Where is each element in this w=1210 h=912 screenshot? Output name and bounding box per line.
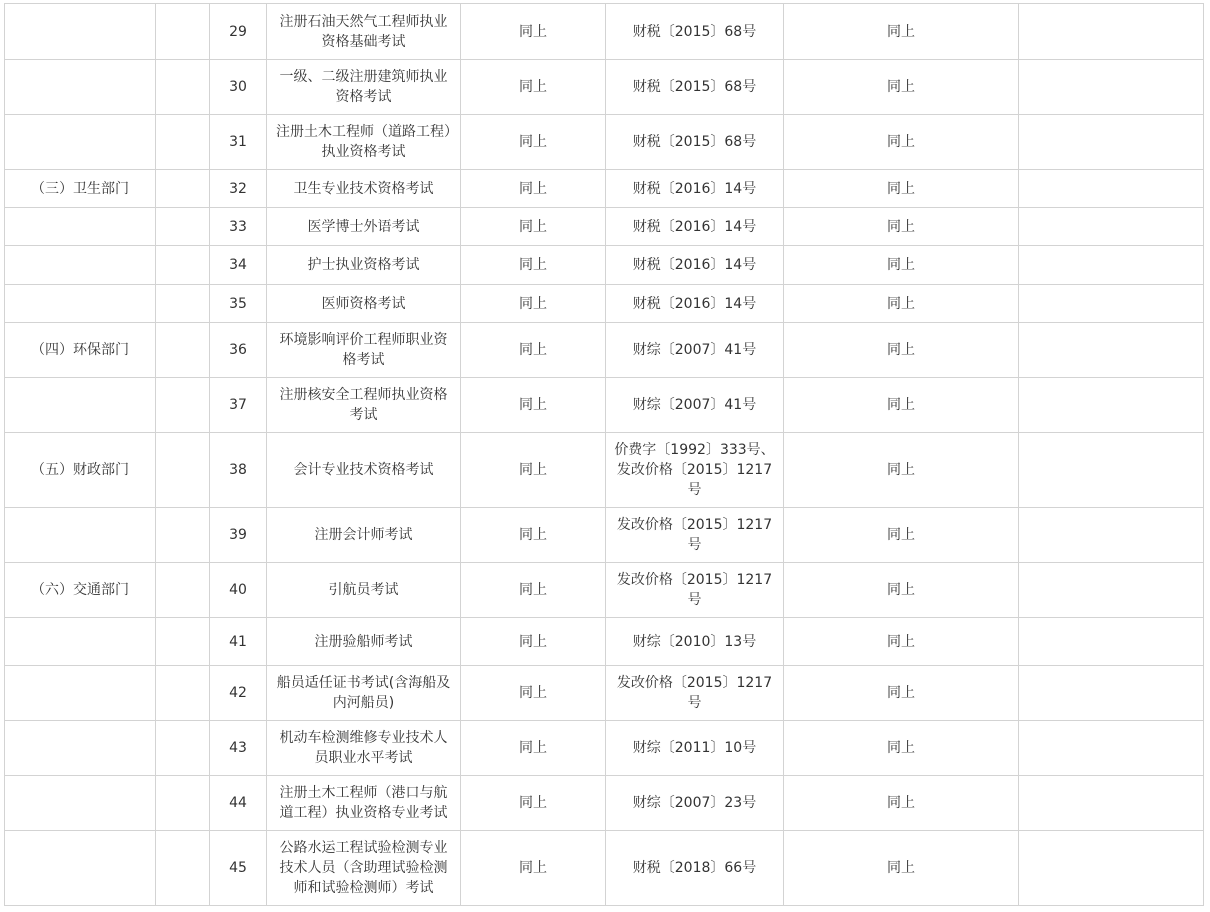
item-number-cell: 34 xyxy=(210,246,267,285)
department-cell xyxy=(5,831,156,906)
policy-document-cell: 财综〔2011〕10号 xyxy=(606,721,784,776)
exam-name-cell: 注册核安全工程师执业资格考试 xyxy=(267,378,461,433)
blank-cell xyxy=(156,170,210,208)
policy-document-cell: 财综〔2007〕41号 xyxy=(606,378,784,433)
validity-cell: 同上 xyxy=(784,831,1019,906)
fee-standard-cell: 同上 xyxy=(461,60,606,115)
blank-cell xyxy=(156,666,210,721)
table-row xyxy=(5,60,1204,115)
remark-cell xyxy=(1019,433,1204,508)
fee-standard-cell: 同上 xyxy=(461,618,606,666)
remark-cell xyxy=(1019,563,1204,618)
blank-cell xyxy=(156,246,210,285)
table-row xyxy=(5,323,1204,378)
department-cell: （四）环保部门 xyxy=(5,323,156,378)
remark-cell xyxy=(1019,721,1204,776)
fee-standard-cell: 同上 xyxy=(461,666,606,721)
exam-name-cell: 注册验船师考试 xyxy=(267,618,461,666)
department-cell: （三）卫生部门 xyxy=(5,170,156,208)
department-cell xyxy=(5,208,156,246)
fee-standard-cell: 同上 xyxy=(461,246,606,285)
remark-cell xyxy=(1019,776,1204,831)
validity-cell: 同上 xyxy=(784,208,1019,246)
fee-standard-cell: 同上 xyxy=(461,208,606,246)
department-cell xyxy=(5,721,156,776)
remark-cell xyxy=(1019,831,1204,906)
fee-standard-cell: 同上 xyxy=(461,4,606,60)
validity-cell: 同上 xyxy=(784,4,1019,60)
department-cell xyxy=(5,618,156,666)
blank-cell xyxy=(156,618,210,666)
item-number-cell: 38 xyxy=(210,433,267,508)
table-row xyxy=(5,666,1204,721)
table-row xyxy=(5,831,1204,906)
policy-document-cell: 财税〔2016〕14号 xyxy=(606,170,784,208)
table-row xyxy=(5,4,1204,60)
remark-cell xyxy=(1019,115,1204,170)
blank-cell xyxy=(156,115,210,170)
validity-cell: 同上 xyxy=(784,60,1019,115)
policy-document-cell: 财综〔2007〕23号 xyxy=(606,776,784,831)
validity-cell: 同上 xyxy=(784,721,1019,776)
exam-name-cell: 环境影响评价工程师职业资格考试 xyxy=(267,323,461,378)
fee-standard-cell: 同上 xyxy=(461,508,606,563)
validity-cell: 同上 xyxy=(784,115,1019,170)
policy-document-cell: 财税〔2015〕68号 xyxy=(606,60,784,115)
table-row xyxy=(5,285,1204,323)
table-row xyxy=(5,378,1204,433)
table-row xyxy=(5,208,1204,246)
blank-cell xyxy=(156,831,210,906)
fee-table xyxy=(4,3,1204,906)
exam-name-cell: 引航员考试 xyxy=(267,563,461,618)
exam-name-cell: 注册土木工程师（道路工程）执业资格考试 xyxy=(267,115,461,170)
table-row xyxy=(5,115,1204,170)
remark-cell xyxy=(1019,246,1204,285)
item-number-cell: 40 xyxy=(210,563,267,618)
validity-cell: 同上 xyxy=(784,776,1019,831)
exam-name-cell: 医学博士外语考试 xyxy=(267,208,461,246)
validity-cell: 同上 xyxy=(784,246,1019,285)
fee-standard-cell: 同上 xyxy=(461,115,606,170)
blank-cell xyxy=(156,60,210,115)
blank-cell xyxy=(156,323,210,378)
exam-name-cell: 注册土木工程师（港口与航道工程）执业资格专业考试 xyxy=(267,776,461,831)
blank-cell xyxy=(156,433,210,508)
remark-cell xyxy=(1019,323,1204,378)
department-cell xyxy=(5,776,156,831)
exam-name-cell: 卫生专业技术资格考试 xyxy=(267,170,461,208)
validity-cell: 同上 xyxy=(784,508,1019,563)
exam-name-cell: 机动车检测维修专业技术人员职业水平考试 xyxy=(267,721,461,776)
table-row xyxy=(5,508,1204,563)
remark-cell xyxy=(1019,208,1204,246)
policy-document-cell: 财综〔2010〕13号 xyxy=(606,618,784,666)
blank-cell xyxy=(156,4,210,60)
item-number-cell: 44 xyxy=(210,776,267,831)
policy-document-cell: 发改价格〔2015〕1217号 xyxy=(606,666,784,721)
policy-document-cell: 财税〔2016〕14号 xyxy=(606,208,784,246)
fee-standard-cell: 同上 xyxy=(461,378,606,433)
blank-cell xyxy=(156,563,210,618)
exam-name-cell: 船员适任证书考试(含海船及内河船员) xyxy=(267,666,461,721)
fee-standard-cell: 同上 xyxy=(461,433,606,508)
policy-document-cell: 财税〔2015〕68号 xyxy=(606,115,784,170)
blank-cell xyxy=(156,208,210,246)
department-cell xyxy=(5,285,156,323)
item-number-cell: 35 xyxy=(210,285,267,323)
item-number-cell: 45 xyxy=(210,831,267,906)
remark-cell xyxy=(1019,508,1204,563)
exam-name-cell: 公路水运工程试验检测专业技术人员（含助理试验检测师和试验检测师）考试 xyxy=(267,831,461,906)
item-number-cell: 41 xyxy=(210,618,267,666)
table-row xyxy=(5,776,1204,831)
item-number-cell: 33 xyxy=(210,208,267,246)
table-body xyxy=(5,4,1204,906)
blank-cell xyxy=(156,378,210,433)
policy-document-cell: 价费字〔1992〕333号、发改价格〔2015〕1217号 xyxy=(606,433,784,508)
department-cell xyxy=(5,246,156,285)
table-row xyxy=(5,433,1204,508)
validity-cell: 同上 xyxy=(784,378,1019,433)
blank-cell xyxy=(156,508,210,563)
policy-document-cell: 发改价格〔2015〕1217号 xyxy=(606,563,784,618)
validity-cell: 同上 xyxy=(784,285,1019,323)
blank-cell xyxy=(156,721,210,776)
exam-name-cell: 一级、二级注册建筑师执业资格考试 xyxy=(267,60,461,115)
validity-cell: 同上 xyxy=(784,666,1019,721)
exam-name-cell: 注册会计师考试 xyxy=(267,508,461,563)
remark-cell xyxy=(1019,666,1204,721)
item-number-cell: 39 xyxy=(210,508,267,563)
fee-standard-cell: 同上 xyxy=(461,721,606,776)
validity-cell: 同上 xyxy=(784,323,1019,378)
item-number-cell: 31 xyxy=(210,115,267,170)
department-cell xyxy=(5,508,156,563)
fee-standard-cell: 同上 xyxy=(461,831,606,906)
blank-cell xyxy=(156,776,210,831)
policy-document-cell: 财综〔2007〕41号 xyxy=(606,323,784,378)
department-cell xyxy=(5,4,156,60)
validity-cell: 同上 xyxy=(784,563,1019,618)
fee-standard-cell: 同上 xyxy=(461,776,606,831)
table-row xyxy=(5,618,1204,666)
fee-standard-cell: 同上 xyxy=(461,563,606,618)
blank-cell xyxy=(156,285,210,323)
item-number-cell: 42 xyxy=(210,666,267,721)
policy-document-cell: 财税〔2016〕14号 xyxy=(606,246,784,285)
fee-standard-cell: 同上 xyxy=(461,285,606,323)
department-cell xyxy=(5,378,156,433)
fee-standard-cell: 同上 xyxy=(461,323,606,378)
department-cell xyxy=(5,115,156,170)
item-number-cell: 29 xyxy=(210,4,267,60)
remark-cell xyxy=(1019,618,1204,666)
exam-name-cell: 注册石油天然气工程师执业资格基础考试 xyxy=(267,4,461,60)
remark-cell xyxy=(1019,285,1204,323)
validity-cell: 同上 xyxy=(784,170,1019,208)
item-number-cell: 36 xyxy=(210,323,267,378)
table-row xyxy=(5,170,1204,208)
item-number-cell: 43 xyxy=(210,721,267,776)
exam-name-cell: 护士执业资格考试 xyxy=(267,246,461,285)
policy-document-cell: 财税〔2018〕66号 xyxy=(606,831,784,906)
department-cell xyxy=(5,60,156,115)
remark-cell xyxy=(1019,60,1204,115)
validity-cell: 同上 xyxy=(784,433,1019,508)
table-row xyxy=(5,721,1204,776)
item-number-cell: 37 xyxy=(210,378,267,433)
department-cell: （五）财政部门 xyxy=(5,433,156,508)
remark-cell xyxy=(1019,378,1204,433)
validity-cell: 同上 xyxy=(784,618,1019,666)
item-number-cell: 32 xyxy=(210,170,267,208)
table-row xyxy=(5,563,1204,618)
policy-document-cell: 财税〔2016〕14号 xyxy=(606,285,784,323)
policy-document-cell: 财税〔2015〕68号 xyxy=(606,4,784,60)
exam-name-cell: 会计专业技术资格考试 xyxy=(267,433,461,508)
remark-cell xyxy=(1019,170,1204,208)
exam-name-cell: 医师资格考试 xyxy=(267,285,461,323)
table-row xyxy=(5,246,1204,285)
department-cell xyxy=(5,666,156,721)
fee-standard-cell: 同上 xyxy=(461,170,606,208)
department-cell: （六）交通部门 xyxy=(5,563,156,618)
item-number-cell: 30 xyxy=(210,60,267,115)
policy-document-cell: 发改价格〔2015〕1217号 xyxy=(606,508,784,563)
remark-cell xyxy=(1019,4,1204,60)
